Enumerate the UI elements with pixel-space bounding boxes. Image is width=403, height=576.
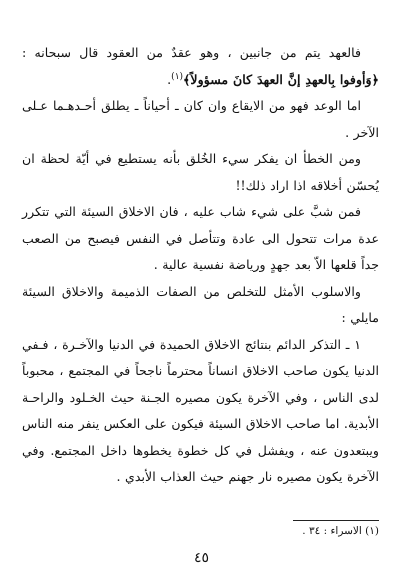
quran-verse: ﴿وَأوفوا بِالعهدِ إنَّ العهدَ كانَ مسؤولاً﴾	[183, 71, 379, 87]
paragraph-covenant	[22, 40, 379, 93]
footnote-marker: (١)	[171, 71, 184, 82]
main-text	[22, 40, 379, 491]
paragraph-covenant-lead: فالعهد يتم من جانبين ، وهو عقدٌ من العقود قال سبحانه :	[22, 45, 361, 60]
paragraph-habit: فمن شبَّ على شيء شاب عليه ، فان الاخلاق السيئة التي تتكرر عدة مرات تتحول الى عادة وتتأصل في النفس فيصبح من الصعب جداً قلعها الاّ بعد جهدٍ ورياضة نفسية عالية .	[22, 204, 379, 272]
paragraph-point-one: ١ ـ التذكر الدائم بنتائج الاخلاق الحميدة في الدنيا والآخـرة ، فـفي الدنيا يكون صاحب الاخلاق انساناً محترماً ناجحاً في المجتمع ، محبوباً لدى الناس ، وفي الآخرة يكون مصيره الجـنة حيث الخـلود والراحـة الأبدية. اما صاحب الاخلاق السيئة فيكون على العكس ينفر منه الناس ويبتعدون عنه ، ويفشل في كل خطوة يخطوها داخل المجتمع. وفي الآخرة يكون مصيره نار جهنم حيث العذاب الأبدي .	[22, 336, 379, 484]
paragraph-covenant-tail: .	[167, 71, 172, 87]
paragraph-promise: اما الوعد فهو من الايقاع وان كان ـ أحياناً ـ يطلق أحـدهـما عـلى الآخر .	[22, 98, 379, 140]
paragraph-method: والاسلوب الأمثل للتخلص من الصفات الذميمة والاخلاق السيئة مايلي :	[22, 283, 379, 325]
page-number: ٤٥	[193, 550, 210, 566]
footnote-divider	[293, 520, 379, 521]
footnote: (١) الاسراء : ٣٤ .	[302, 525, 379, 537]
paragraph-mistake: ومن الخطأ ان يفكر سيء الخُلق بأنه يستطيع في أيّة لحظة ان يُحسّن أخلاقه اذا اراد ذلك!!	[22, 151, 379, 193]
